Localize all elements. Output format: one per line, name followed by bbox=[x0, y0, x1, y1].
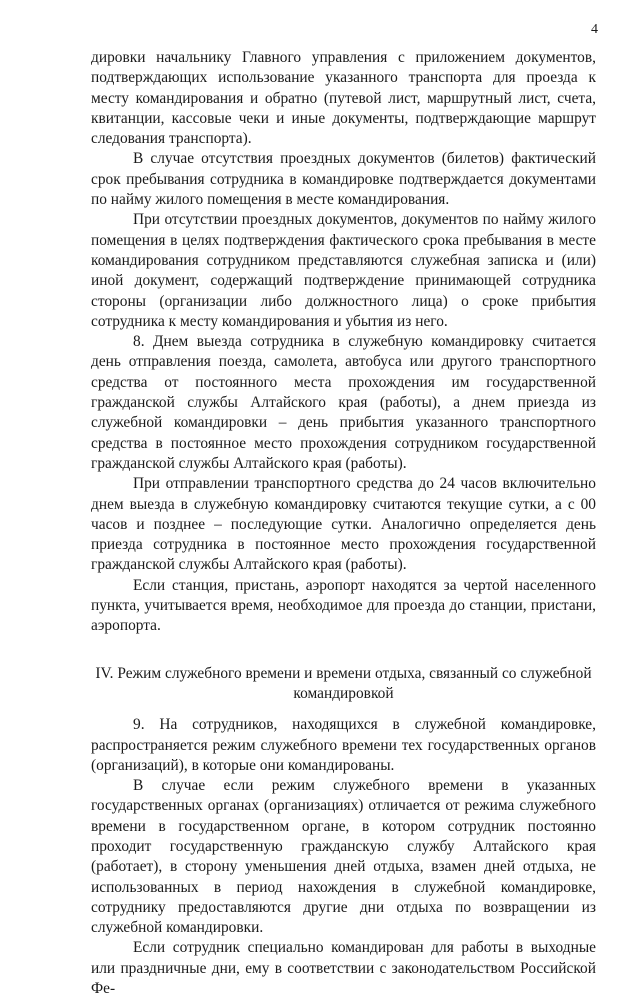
paragraph-station-outside: Если станция, пристань, аэропорт находятся за чертой населенного пункта, учитывается время, необходимое для проезда до станции, пристани, аэропорта. bbox=[91, 576, 596, 635]
paragraph-item-9: 9. На сотрудников, находящихся в служебной командировке, распространяется режим служебного времени тех государственных органов (организаций), в которые они командированы. bbox=[91, 716, 596, 774]
paragraph-departure-time: При отправлении транспортного средства до 24 часов включительно днем выезда в служебную командировку считаются текущие сутки, а с 00 часов и позднее – последующие сутки. Аналогично определяется день приезда сотрудника в постоянное место прохождения государственной гражданской службы Алтайского края (работы). bbox=[91, 475, 596, 574]
section-heading-line-2: командировкой bbox=[293, 684, 394, 702]
paragraph-service-note: При отсутствии проездных документов, документов по найму жилого помещения в целях подтверждения фактического срока пребывания в месте командирования сотрудником представляются служебная записка и (или) иной документ, содержащий подтверждение принимающей сотрудника стороны (организации либо должностного лица) о сроке прибытия сотрудника к месту командирования и убытия из него. bbox=[91, 211, 596, 330]
paragraph-continuation: дировки начальнику Главного управления с приложением документов, подтверждающих использование указанного транспорта для проезда к месту командирования и обратно (путевой лист, маршрутный лист, счета, квитанции, кассовые чеки и иные документы, подтверждающие маршрут следования транспорта). bbox=[91, 49, 596, 148]
paragraph-no-travel-documents: В случае отсутствия проездных документов (билетов) фактический срок пребывания сотрудника в командировке подтверждается документами по найму жилого помещения в месте командирования. bbox=[91, 150, 596, 209]
paragraph-weekend-work: Если сотрудник специально командирован для работы в выходные или праздничные дни, ему в соответствии с законодательством Российской Фе- bbox=[91, 939, 596, 998]
page-number: 4 bbox=[591, 22, 598, 37]
paragraph-rest-days: В случае если режим служебного времени в указанных государственных органах (организациях) отличается от режима служебного времени в государственном органе, в котором сотрудник постоянно проходит государственную гражданскую службу Алтайского края (работает), в сторону уменьшения дней отдыха, взамен дней отдыха, не использованных в период нахождения в служебной командировке, сотруднику предоставляются другие дни отдыха по возвращении из служебной командировки. bbox=[91, 777, 596, 937]
document-body bbox=[91, 48, 596, 999]
section-heading bbox=[91, 664, 596, 705]
section-heading-line-1: IV. Режим служебного времени и времени отдыха, связанный со служебной bbox=[95, 664, 592, 682]
paragraph-item-8: 8. Днем выезда сотрудника в служебную командировку считается день отправления поезда, самолета, автобуса или другого транспортного средства от постоянного места прохождения им государственной гражданской службы Алтайского края (работы), а днем приезда из служебной командировки – день прибытия указанного транспортного средства в постоянное место прохождения сотрудником государственной гражданской службы Алтайского края (работы). bbox=[91, 333, 596, 472]
